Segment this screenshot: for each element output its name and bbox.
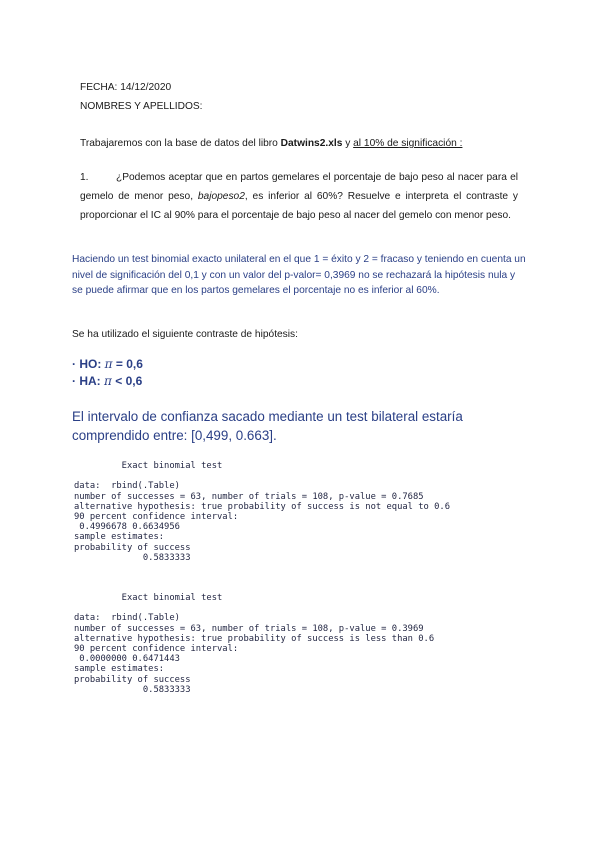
question-1 [80, 168, 518, 225]
question-number: 1. [80, 172, 89, 183]
null-hypothesis [72, 357, 143, 371]
question-text-a: ¿Podemos aceptar que en partos gemelares el porcentaje de bajo peso al nacer para el gemelo de menor peso, [80, 172, 518, 202]
ha-relation: < 0,6 [111, 374, 143, 388]
book-name: Datwins2.xls [280, 138, 343, 149]
r-output-bilateral: Exact binomial test data: rbind(.Table) number of successes = 63, number of trials = 108, p-value = 0.7685 alternative hypothesis: true probability of success is not equal to 0.6 90 percent confidence interval: 0.4996678 0.6634956 sample estimates: probability of success 0.5833333 [74, 461, 451, 563]
h0-label: · HO: [72, 357, 105, 371]
r-output-unilateral: Exact binomial test data: rbind(.Table) number of successes = 63, number of trials = 108, p-value = 0.3969 alternative hypothesis: true probability of success is less than 0.6 90 percent confidence interval: 0.0000000 0.6471443 sample estimates: probability of success 0.5833333 [74, 593, 435, 695]
names-line: NOMBRES Y APELLIDOS: [80, 101, 203, 112]
date-line: FECHA: 14/12/2020 [80, 82, 172, 93]
intro-prefix: Trabajaremos con la base de datos del libro [80, 138, 281, 149]
pi-symbol: π [104, 374, 112, 388]
question-variable: bajopeso2 [197, 191, 245, 202]
intro-middle: y [342, 138, 354, 149]
significance-level: al 10% de significación : [353, 138, 463, 149]
ha-label: · HA: [72, 374, 104, 388]
pi-symbol: π [104, 357, 113, 371]
contrast-intro: Se ha utilizado el siguiente contraste de hipótesis: [72, 329, 298, 340]
question-text-b: , es inferior al 60%? Resuelve e interpreta el contraste y proporcionar el IC al 90% para el porcentaje de bajo peso al nacer del gemelo con menor peso. [80, 191, 518, 221]
intro-paragraph [80, 137, 462, 150]
h0-relation: = 0,6 [112, 357, 143, 371]
alternative-hypothesis [72, 374, 142, 388]
interval-statement: El intervalo de confianza sacado mediante un test bilateral estaría comprendido entre: [0,499, 0.663]. [72, 409, 463, 443]
answer-paragraph: Haciendo un test binomial exacto unilateral en el que 1 = éxito y 2 = fracaso y teniendo en cuenta un nivel de significación del 0,1 y con un valor del p-valor= 0,3969 no se rechazará la hipótesis nula y se puede afirmar que en los partos gemelares el porcentaje no es inferior al 60%. [72, 254, 526, 296]
